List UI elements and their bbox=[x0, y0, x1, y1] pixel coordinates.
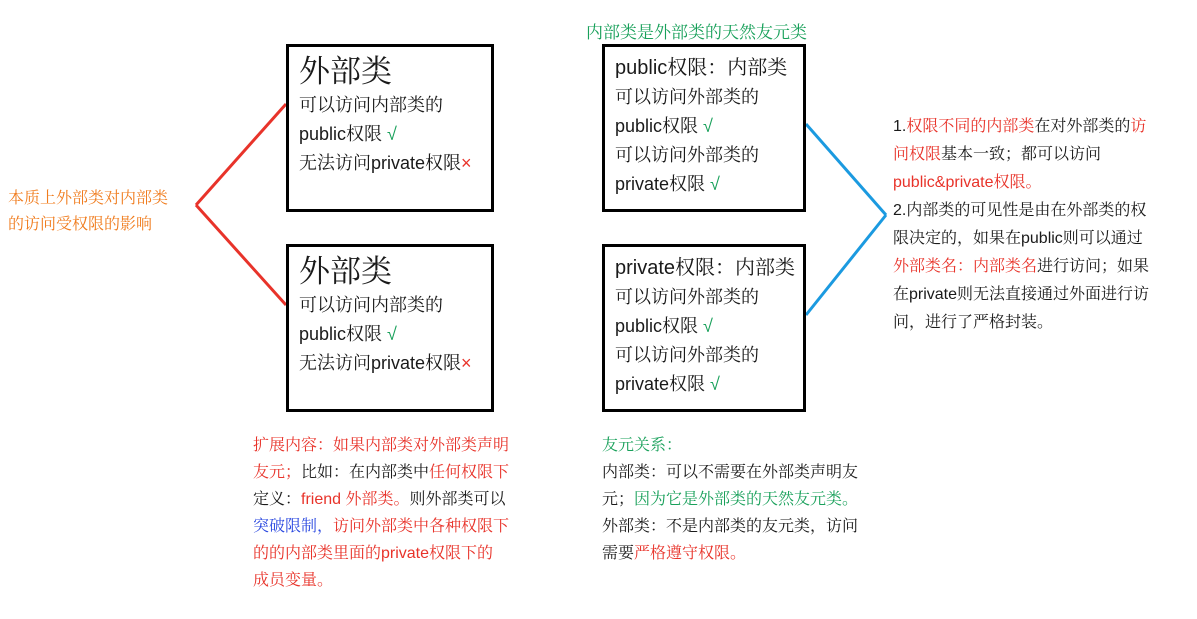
box-line-text: public权限 bbox=[299, 324, 388, 344]
summary-line-6 bbox=[893, 253, 1193, 281]
box-line-text: 可以访问外部类的 bbox=[615, 87, 759, 107]
check-icon: √ bbox=[703, 316, 713, 336]
box-line-text: public权限 bbox=[615, 316, 704, 336]
summary-line-4: 2.内部类的可见性是由在外部类的权 bbox=[893, 202, 1147, 219]
connector-blue-lower bbox=[806, 215, 886, 315]
caption-line-3 bbox=[253, 486, 573, 513]
summary-text: 问权限 bbox=[893, 146, 942, 163]
caption-text: 严格遵守权限。 bbox=[634, 545, 747, 562]
summary-line-5: 限决定的，如果在public则可以通过 bbox=[893, 230, 1143, 247]
summary-text: 在对外部类的 bbox=[1034, 118, 1131, 135]
box-line bbox=[615, 141, 793, 170]
box-outer-class-public bbox=[286, 44, 494, 212]
left-note bbox=[8, 186, 198, 238]
box-line bbox=[615, 370, 793, 399]
box-title: 外部类 bbox=[299, 254, 392, 289]
caption-line-4 bbox=[253, 513, 573, 540]
summary-text: 进行访问；如果 bbox=[1037, 258, 1150, 275]
caption-text: 扩展内容： bbox=[253, 437, 334, 454]
caption-text: 访问外部类中各种权限下 bbox=[333, 518, 510, 535]
box-line-text: private权限 bbox=[615, 374, 711, 394]
left-note-line-2: 的访问受权限的影响 bbox=[8, 216, 153, 233]
summary-text: 1. bbox=[893, 118, 907, 135]
box-inner-class-private bbox=[602, 244, 806, 412]
box-line-text: 可以访问内部类的 bbox=[299, 95, 443, 115]
box-line-text: private权限 bbox=[615, 174, 711, 194]
caption-text: 定义： bbox=[253, 491, 302, 508]
caption-line-2: 内部类：可以不需要在外部类声明友 bbox=[602, 464, 859, 481]
caption-text: 任何权限下 bbox=[429, 464, 510, 481]
box-line bbox=[615, 112, 793, 141]
summary-text: 权限不同的内部类 bbox=[906, 118, 1035, 135]
check-icon: √ bbox=[703, 116, 713, 136]
summary-line-2 bbox=[893, 141, 1193, 169]
check-icon: √ bbox=[710, 374, 720, 394]
box-line bbox=[615, 283, 793, 312]
box-line-text: 可以访问外部类的 bbox=[615, 287, 759, 307]
box-line bbox=[615, 170, 793, 199]
caption-text: 则外部类可以 bbox=[409, 491, 506, 508]
caption-line-4: 外部类：不是内部类的友元类，访问 bbox=[602, 518, 859, 535]
check-icon: √ bbox=[387, 324, 397, 344]
box-line bbox=[299, 291, 481, 320]
caption-text: 突破限制， bbox=[253, 518, 334, 535]
left-note-line-1: 本质上外部类对内部类 bbox=[8, 190, 169, 207]
caption-text: 友元； bbox=[253, 464, 302, 481]
caption-text: friend 外部类。 bbox=[301, 491, 410, 508]
caption-line-1 bbox=[253, 432, 573, 459]
cross-icon: × bbox=[461, 353, 472, 373]
caption-text: 比如：在内部类中 bbox=[301, 464, 430, 481]
box-line bbox=[615, 341, 793, 370]
box-line bbox=[299, 320, 481, 349]
summary-text: 访 bbox=[1130, 118, 1147, 135]
summary-note bbox=[893, 113, 1193, 337]
summary-line-8: 问，进行了严格封装。 bbox=[893, 314, 1054, 331]
caption-line-5 bbox=[602, 540, 922, 567]
caption-extension-content bbox=[253, 432, 573, 594]
box-line-text: 可以访问外部类的 bbox=[615, 345, 759, 365]
box-line bbox=[299, 120, 481, 149]
check-icon: √ bbox=[387, 124, 397, 144]
caption-text: 需要 bbox=[602, 545, 635, 562]
summary-line-7: 在private则无法直接通过外面进行访 bbox=[893, 286, 1150, 303]
box-line bbox=[299, 149, 481, 178]
summary-text: 外部类名：内部类名 bbox=[893, 258, 1038, 275]
box-line bbox=[615, 83, 793, 112]
caption-friend-relation bbox=[602, 432, 922, 567]
caption-line-6: 成员变量。 bbox=[253, 572, 334, 589]
connector-red-lower bbox=[196, 205, 286, 305]
cross-icon: × bbox=[461, 153, 472, 173]
box-line bbox=[615, 312, 793, 341]
box-line-text: public权限 bbox=[299, 124, 388, 144]
box-line bbox=[299, 91, 481, 120]
caption-line-1: 友元关系： bbox=[602, 437, 683, 454]
caption-text: 因为它是外部类的天然友元类。 bbox=[634, 491, 859, 508]
box-inner-class-public bbox=[602, 44, 806, 212]
box-line-text: public权限 bbox=[615, 116, 704, 136]
box-title: private权限：内部类 bbox=[615, 257, 796, 279]
connector-blue-upper bbox=[806, 124, 886, 215]
box-title: public权限：内部类 bbox=[615, 57, 788, 79]
top-label: 内部类是外部类的天然友元类 bbox=[586, 23, 807, 42]
box-line-text: 无法访问private权限 bbox=[299, 153, 462, 173]
caption-text: 如果内部类对外部类声明 bbox=[333, 437, 510, 454]
box-line-text: 可以访问外部类的 bbox=[615, 145, 759, 165]
check-icon: √ bbox=[710, 174, 720, 194]
box-title: 外部类 bbox=[299, 54, 392, 89]
connector-red-upper bbox=[196, 104, 286, 205]
caption-line-2 bbox=[253, 459, 573, 486]
caption-line-5: 的的内部类里面的private权限下的 bbox=[253, 545, 494, 562]
summary-line-1 bbox=[893, 113, 1193, 141]
box-line-text: 可以访问内部类的 bbox=[299, 295, 443, 315]
box-outer-class-private bbox=[286, 244, 494, 412]
summary-text: 基本一致；都可以访问 bbox=[941, 146, 1102, 163]
caption-text: 元； bbox=[602, 491, 635, 508]
summary-line-3: public&private权限。 bbox=[893, 174, 1042, 191]
caption-line-3 bbox=[602, 486, 922, 513]
box-line-text: 无法访问private权限 bbox=[299, 353, 462, 373]
box-line bbox=[299, 349, 481, 378]
